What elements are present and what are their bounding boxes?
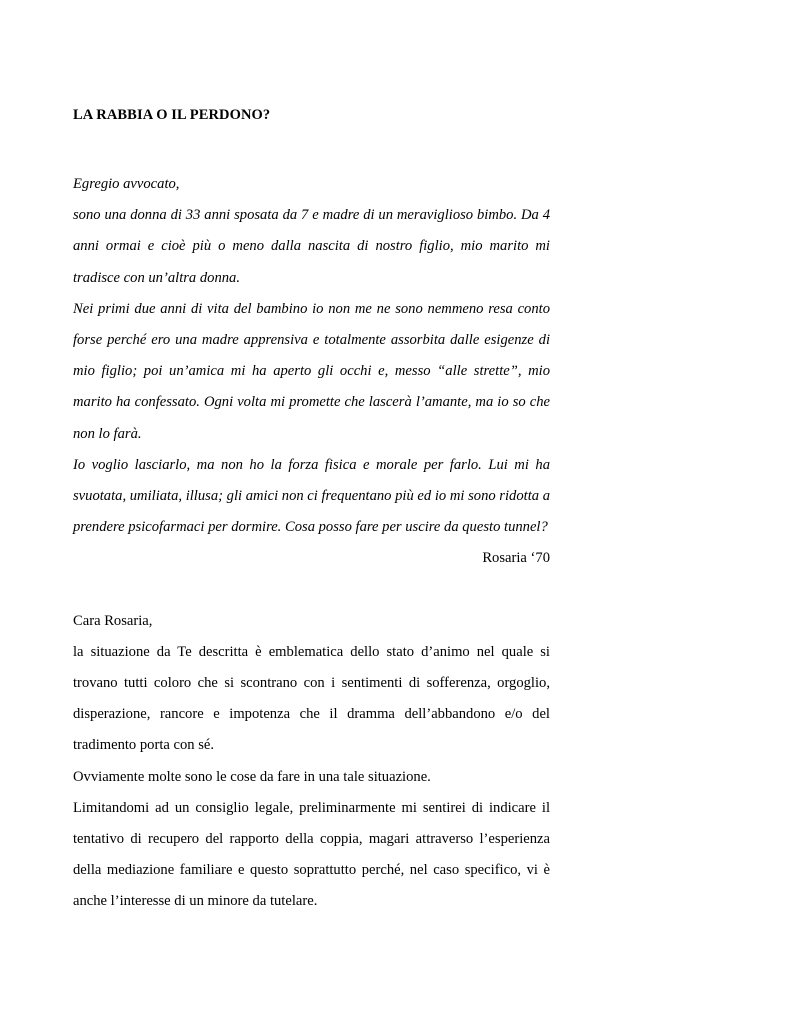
lawyer-reply bbox=[73, 606, 550, 918]
reply-paragraph: Limitandomi ad un consiglio legale, preliminarmente mi sentirei di indicare il tentativo di recupero del rapporto della coppia, magari attraverso l’esperienza della mediazione familiare e questo soprattutto perché, nel caso specifico, vi è anche l’interesse di un minore da tutelare. bbox=[73, 799, 550, 910]
reply-paragraph: la situazione da Te descritta è emblematica dello stato d’animo nel quale si trovano tutti coloro che si scontrano con i sentimenti di sofferenza, orgoglio, disperazione, rancore e impotenza che il dramma dell’abbandono e/o del tradimento porta con sé. bbox=[73, 643, 550, 754]
reply-greeting: Cara Rosaria, bbox=[73, 612, 153, 629]
letter-paragraph: Nei primi due anni di vita del bambino io non me ne sono nemmeno resa conto forse perché ero una madre apprensiva e totalmente assorbita dalle esigenze di mio figlio; poi un’amica mi ha aperto gli occhi e, messo “alle strette”, mio marito ha confessato. Ogni volta mi promette che lascerà l’amante, ma io so che non lo farà. bbox=[73, 300, 550, 442]
document-page bbox=[73, 103, 550, 918]
page-title: LA RABBIA O IL PERDONO? bbox=[73, 107, 271, 123]
letter-greeting: Egregio avvocato, bbox=[73, 176, 180, 192]
reply-paragraph: Ovviamente molte sono le cose da fare in una tale situazione. bbox=[73, 768, 431, 785]
letter-paragraph: Io voglio lasciarlo, ma non ho la forza fisica e morale per farlo. Lui mi ha svuotata, umiliata, illusa; gli amici non ci frequentano più ed io mi sono ridotta a prendere psicofarmaci per dormire. Cosa posso fare per uscire da questo tunnel? bbox=[73, 456, 550, 536]
letter-paragraph: sono una donna di 33 anni sposata da 7 e madre di un meraviglioso bimbo. Da 4 anni ormai e cioè più o meno dalla nascita di nostro figlio, mio marito mi tradisce con un’altra donna. bbox=[73, 207, 550, 286]
reader-letter bbox=[73, 169, 550, 575]
letter-signature: Rosaria ‘70 bbox=[482, 550, 550, 567]
